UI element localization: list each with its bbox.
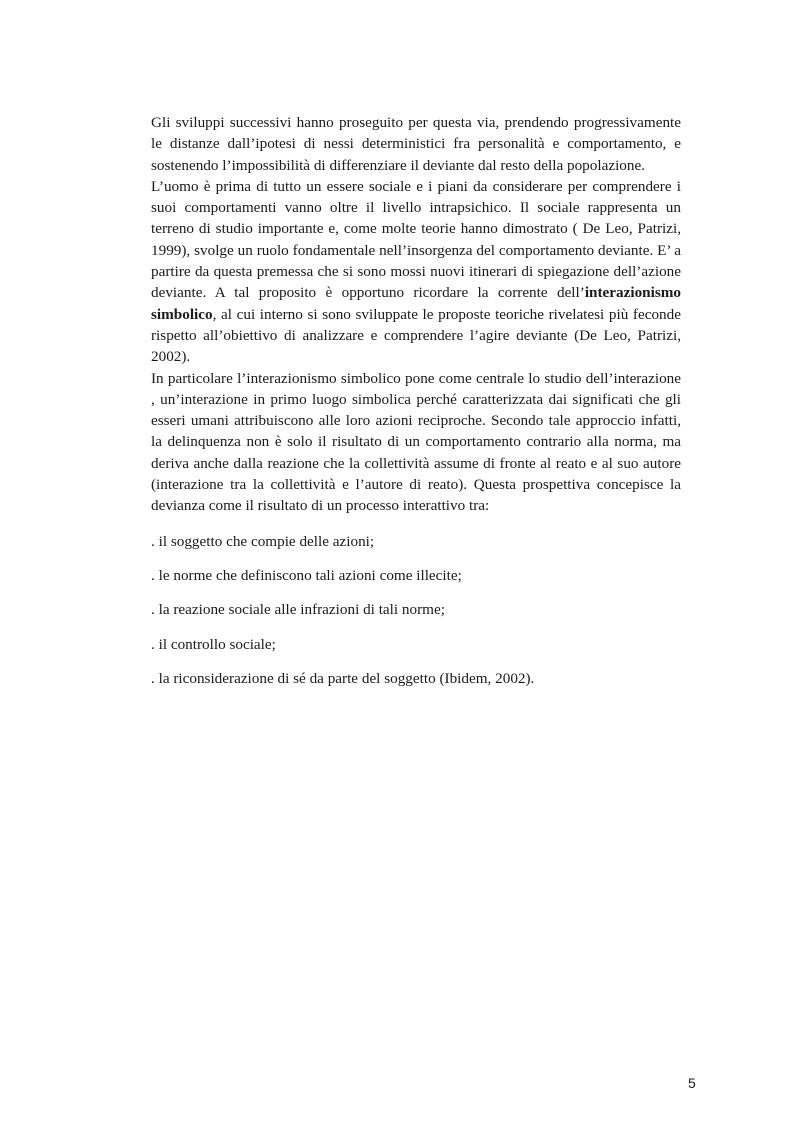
document-page bbox=[151, 112, 681, 703]
paragraph-social-human bbox=[151, 176, 681, 368]
bold-term-symbolic-interactionism: interazionismo simbolico bbox=[151, 284, 681, 323]
paragraph-developments: Gli sviluppi successivi hanno proseguito per questa via, prendendo progressivamente le distanze dall’ipotesi di nessi deterministici fra personalità e comportamento, e sostenendo l’impossibilità di differenziare il deviante dal resto della popolazione. bbox=[151, 114, 681, 174]
paragraph-interactionism: In particolare l’interazionismo simbolico pone come centrale lo studio dell’interazione , un’interazione in primo luogo simbolica perché caratterizzata dai significati che gli esseri umani attribuiscono alle loro azioni reciproche. Secondo tale approccio infatti, la delinquenza non è solo il risultato di un comportamento contrario alla norma, ma deriva anche dalla reazione che la collettività assume di fronte al reato e al suo autore (interazione tra la collettività e l’autore di reato). Questa prospettiva concepisce la devianza come il risultato di un processo interattivo tra: bbox=[151, 369, 681, 515]
paragraph-social-human-continuation: , al cui interno si sono sviluppate le proposte teoriche rivelatesi più feconde rispetto all’obiettivo di analizzare e comprendere l’agire deviante (De Leo, Patrizi, 2002). bbox=[151, 305, 681, 366]
list-item: . la reazione sociale alle infrazioni di tali norme; bbox=[151, 601, 445, 619]
paragraph-social-human-text: L’uomo è prima di tutto un essere sociale e i piani da considerare per comprendere i suoi comportamenti vanno oltre il livello intrapsichico. Il sociale rappresenta un terreno di studio importante e, come molte teorie hanno dimostrato ( De Leo, Patrizi, 1999), svolge un ruolo fondamentale nell’insorgenza del comportamento deviante. E’ a partire da questa premessa che si sono mossi nuovi itinerari di spiegazione dell’azione deviante. A tal proposito è opportuno ricordare la corrente dell’ bbox=[151, 177, 681, 302]
interaction-elements-list bbox=[151, 531, 681, 690]
list-item: . il soggetto che compie delle azioni; bbox=[151, 532, 375, 550]
list-item: . le norme che definiscono tali azioni come illecite; bbox=[151, 567, 462, 585]
list-item: . il controllo sociale; bbox=[151, 635, 276, 653]
page-number: 5 bbox=[688, 1075, 696, 1091]
list-item: . la riconsiderazione di sé da parte del soggetto (Ibidem, 2002). bbox=[151, 670, 535, 688]
